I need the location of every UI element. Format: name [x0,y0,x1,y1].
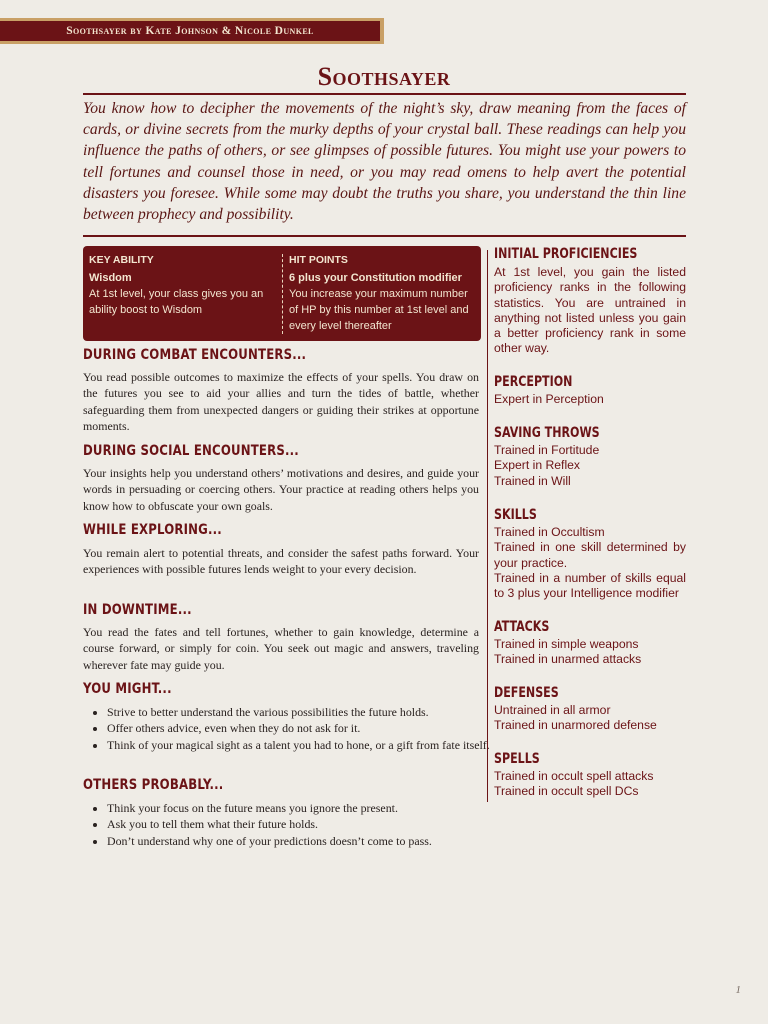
key-ability-value: Wisdom [89,272,132,284]
list-item: Untrained in all armor [494,703,611,717]
list-item: Expert in Reflex [494,458,581,473]
header-banner [0,18,384,44]
list-item: Trained in Will [494,473,571,488]
hit-points-text: You increase your maximum number of HP by this number at 1st level and every level thereafter [289,288,469,332]
perception-list [494,392,686,407]
combat-heading: DURING COMBAT ENCOUNTERS... [83,347,307,363]
key-ability-column [89,252,275,318]
spells-heading: SPELLS [494,751,540,767]
defenses-list [494,703,686,734]
saving-throws-heading: SAVING THROWS [494,425,600,441]
proficiencies-intro: At 1st level, you gain the listed proficiency ranks in the following statistics. You are untrained in anything not listed unless you gain a better proficiency rank in some other way. [494,265,686,356]
list-item: • Think of your magical sight as a talent you had to hone, or a gift from fate itself. [107,737,503,753]
key-box-divider [282,254,283,334]
hit-points-value: 6 plus your Constitution modifier [289,272,462,284]
key-ability-text: At 1st level, your class gives you an ability boost to Wisdom [89,288,264,316]
intro-paragraph: You know how to decipher the movements of the night’s sky, draw meaning from the faces of cards, or divine secrets from the murky depths of your crystal ball. These readings can help you influence the paths of others, or see glimpses of possible futures. You might use your powers to tell fortunes and counsel those in need, or you may read omens to help avert the potential disasters you foresee. While some may doubt the truths you share, you understand the thin line between prophecy and possibility. [83,100,686,224]
perception-heading: PERCEPTION [494,374,573,390]
page-number: 1 [735,984,741,996]
spells-list [494,769,686,800]
page-title: Soothsayer [317,62,451,91]
attacks-list [494,637,686,668]
exploring-text: You remain alert to potential threats, and consider the safest paths forward. Your experiences with possible futures lends weight to your every decision. [83,546,479,577]
list-item: Trained in unarmed attacks [494,652,642,667]
list-item: Trained in occult spell DCs [494,784,639,799]
attacks-heading: ATTACKS [494,619,550,635]
social-text: Your insights help you understand others’ motivations and desires, and guide your words in persuading or coercing others. Your practice at reading others helps you know how to obfuscate your own goals. [83,466,479,513]
list-item: Trained in Occultism [494,525,605,539]
combat-text: You read possible outcomes to maximize the effects of your spells. You draw on the futures you see to aid your allies and turn the tides of battle, whether safeguarding them from unexpected dangers or guiding their strikes at opportune moments. [83,370,479,433]
list-item: • Don’t understand why one of your predictions doesn’t come to pass. [107,833,503,849]
list-item: • Think your focus on the future means you ignore the present. [107,800,503,816]
exploring-heading: WHILE EXPLORING... [83,522,222,538]
title-rule-top [83,93,686,95]
list-item: Trained in simple weapons [494,637,639,651]
list-item: Trained in Fortitude [494,443,600,457]
list-item: • Offer others advice, even when they do not ask for it. [107,720,503,736]
downtime-heading: IN DOWNTIME... [83,602,192,618]
list-item: Trained in a number of skills equal to 3 plus your Intelligence modifier [494,570,686,601]
key-ability-heading: KEY ABILITY [89,254,154,266]
defenses-heading: DEFENSES [494,685,559,701]
list-item: Trained in occult spell attacks [494,769,654,783]
you-might-heading: YOU MIGHT... [83,681,172,697]
key-ability-box [83,246,481,341]
others-list [83,800,503,849]
skills-list [494,525,686,601]
list-item: Trained in one skill determined by your practice. [494,540,686,570]
intro-rule-bottom [83,235,686,237]
hit-points-column [289,252,475,334]
proficiencies-heading: INITIAL PROFICIENCIES [494,246,638,262]
list-item: • Ask you to tell them what their future holds. [107,816,503,832]
list-item: • Strive to better understand the various possibilities the future holds. [107,704,503,720]
you-might-list [83,704,503,753]
social-heading: DURING SOCIAL ENCOUNTERS... [83,443,299,459]
list-item: Expert in Perception [494,392,604,406]
saving-throws-list [494,443,686,489]
skills-heading: SKILLS [494,507,537,523]
list-item: Trained in unarmored defense [494,718,657,733]
column-divider [487,250,488,802]
others-heading: OTHERS PROBABLY... [83,777,224,793]
header-banner-text: Soothsayer by Kate Johnson & Nicole Dunkel [0,21,380,41]
downtime-text: You read the fates and tell fortunes, whether to gain knowledge, determine a course forward, or simply for coin. You seek out magic and answers, traveling wherever fate may guide you. [83,625,479,672]
hit-points-heading: HIT POINTS [289,254,348,266]
